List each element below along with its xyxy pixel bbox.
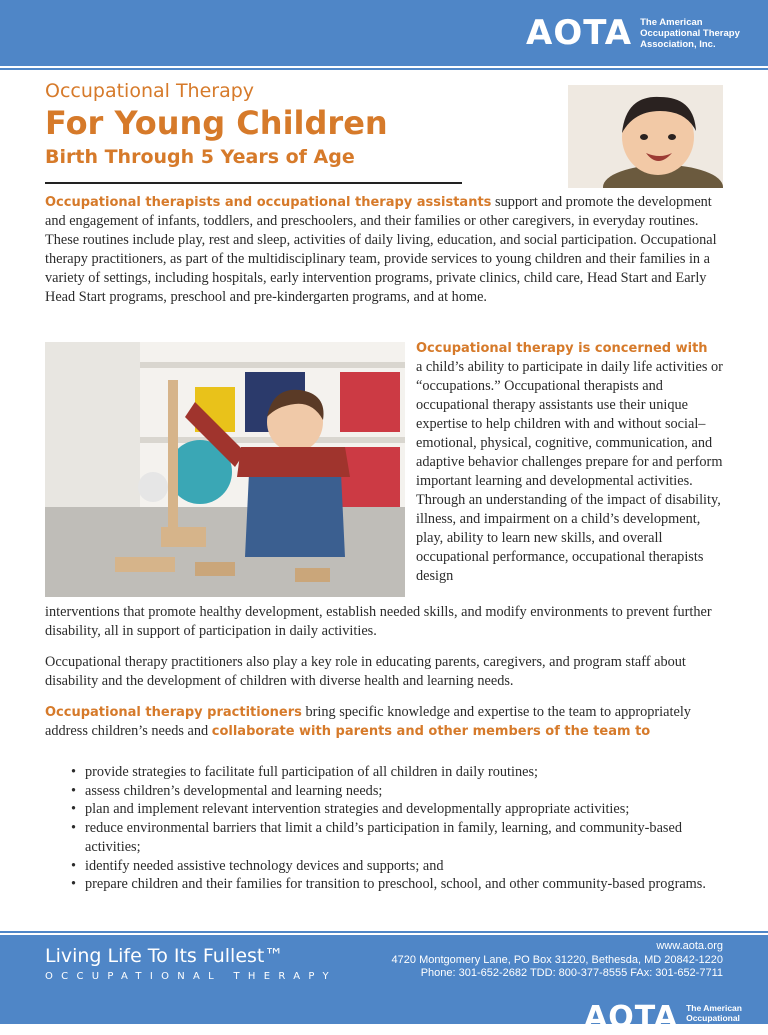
footer-tagline-sub: OCCUPATIONAL THERAPY <box>45 971 337 982</box>
header-rule <box>0 68 768 70</box>
title-small: Occupational Therapy <box>45 80 255 102</box>
footer-contact <box>392 940 723 981</box>
footer-aota-logo[interactable] <box>584 1000 768 1035</box>
header-bar <box>0 0 768 66</box>
concerned-text-cont: interventions that promote healthy development, establish needed skills, and modify environments to prevent further disability, all in support of participation in daily activities. <box>45 604 712 639</box>
page-subtitle: Birth Through 5 Years of Age <box>45 146 355 168</box>
footer-logo-mark: AOTA <box>584 1000 679 1035</box>
list-item: • identify needed assistive technology devices and supports; and <box>85 857 725 876</box>
list-item: • reduce environmental barriers that limit a child’s participation in family, learning, and community-based activities; <box>85 819 725 856</box>
list-item: • assess children’s developmental and learning needs; <box>85 782 725 801</box>
intro-lead: Occupational therapists and occupational therapy assistants <box>45 195 492 210</box>
phone-text: Phone: 301-652-2682 TDD: 800-377-8555 FAx: 301-652-7711 <box>420 967 723 979</box>
list-item: • prepare children and their families for transition to preschool, school, and other community-based programs. <box>85 875 725 894</box>
title-divider <box>45 182 462 184</box>
baby-photo <box>568 85 723 188</box>
practitioners-mid: bring specific knowledge and expertise to the team to appropriately address children’s needs and <box>45 704 691 739</box>
practitioners-paragraph <box>45 703 725 741</box>
list-item: • plan and implement relevant intervention strategies and developmentally appropriate activities; <box>85 800 725 819</box>
aota-logo[interactable] <box>526 13 740 53</box>
footer-rule <box>0 931 768 933</box>
website-link[interactable]: www.aota.org <box>656 940 723 952</box>
practitioner-roles-list <box>45 763 725 894</box>
page-title: For Young Children <box>45 104 388 142</box>
concerned-text: a child’s ability to participate in daily life activities or “occupations.” Occupational therapists and occupational therapy assistants use their unique expertise to help children with and without social–emotional, physical, cognitive, communication, and adaptive behavior challenges prepare for and perform important learning and developmental activities. Through an understanding of the impact of disability, illness, and impairment on a child’s development, play, ability to learn new skills, and overall occupational performance, occupational therapists design <box>416 359 723 584</box>
concerned-paragraph <box>416 339 726 586</box>
concerned-lead: Occupational therapy is concerned with <box>416 341 708 356</box>
aota-logo-mark: AOTA <box>526 13 633 53</box>
practitioners-lead2: collaborate with parents and other members of the team to <box>211 724 651 739</box>
child-playing-blocks-photo <box>45 342 405 597</box>
footer-logo-text: The American Occupational Therapy <box>686 1003 742 1033</box>
concerned-paragraph-continued <box>45 603 735 641</box>
intro-paragraph <box>45 193 725 307</box>
aota-logo-text: The American Occupational Therapy Association, Inc. <box>640 16 740 50</box>
address-text: 4720 Montgomery Lane, PO Box 31220, Bethesda, MD 20842-1220 <box>391 953 723 966</box>
intro-text: support and promote the development and engagement of infants, toddlers, and preschoolers, and their families or other caregivers, in everyday routines. These routines include play, rest and sleep, activities of daily living, education, and social participation. Occupational therapy practitioners, as part of the multidisciplinary team, provide services to young children and their families in a variety of settings, including hospitals, early intervention programs, private clinics, child care, Head Start and Early Head Start programs, preschool and pre-kindergarten programs, and at home. <box>45 194 717 305</box>
practitioners-lead: Occupational therapy practitioners <box>45 705 302 720</box>
footer-tagline: Living Life To Its Fullest™ <box>45 945 284 967</box>
educating-paragraph: Occupational therapy practitioners also play a key role in educating parents, caregivers, and program staff about disability and the development of children with diverse health and learning needs. <box>45 654 686 689</box>
list-item: • provide strategies to facilitate full participation of all children in daily routines; <box>85 763 725 782</box>
